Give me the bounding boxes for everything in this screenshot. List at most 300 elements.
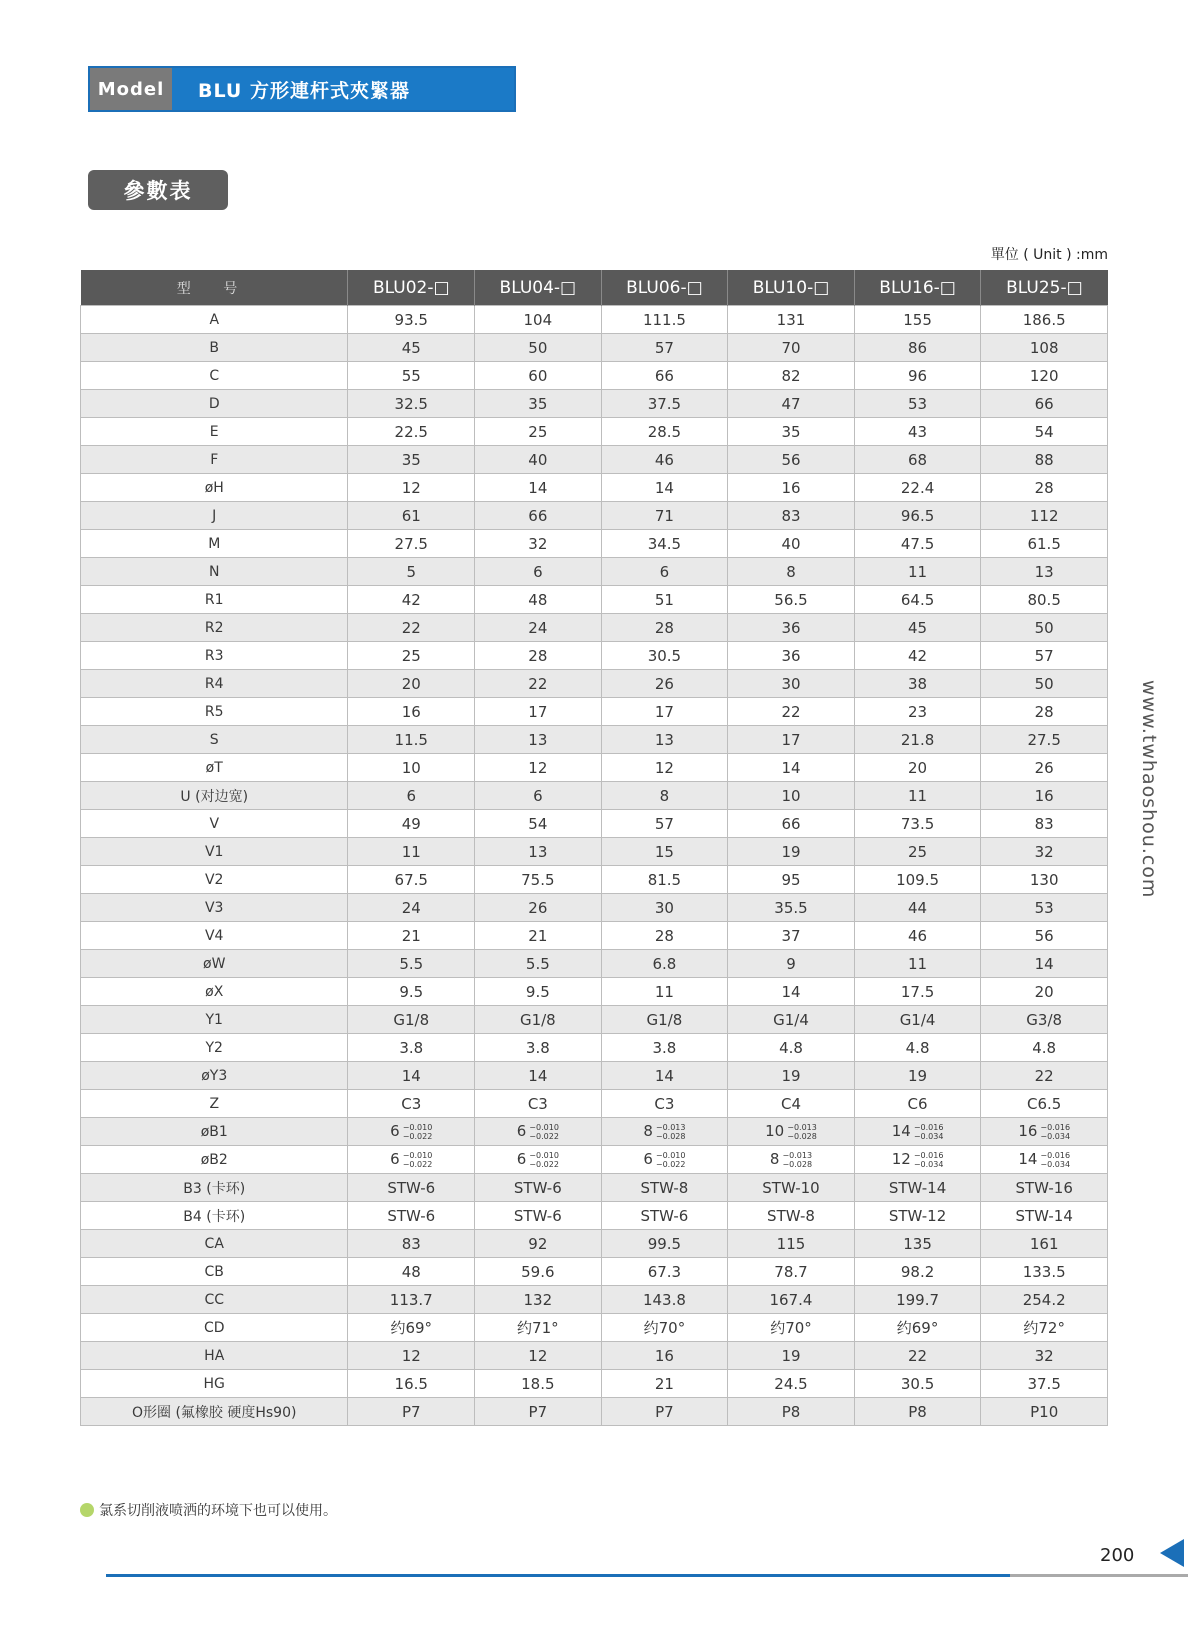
table-cell: 56 [981,922,1108,950]
table-cell: 11.5 [348,726,475,754]
table-cell [981,1146,1108,1174]
table-cell: 12 [475,754,602,782]
table-cell: 48 [475,586,602,614]
row-label: V [81,810,348,838]
table-cell: 约70° [728,1314,855,1342]
table-cell: 161 [981,1230,1108,1258]
table-cell: 14 [475,474,602,502]
table-cell: 9.5 [475,978,602,1006]
table-cell: 43 [854,418,981,446]
table-cell: 23 [854,698,981,726]
table-cell: 25 [348,642,475,670]
table-row [81,838,1108,866]
table-cell: 83 [348,1230,475,1258]
table-cell: 19 [854,1062,981,1090]
table-cell: 17 [475,698,602,726]
table-cell: 16 [728,474,855,502]
table-cell: 67.3 [601,1258,728,1286]
cell-value: 14 [891,1122,911,1141]
table-cell: P7 [475,1398,602,1426]
row-label: A [81,306,348,334]
row-label: B4 (卡环) [81,1202,348,1230]
table-cell: 115 [728,1230,855,1258]
tolerance-lower: −0.034 [1040,1131,1071,1141]
row-label: øY3 [81,1062,348,1090]
section-title: 參數表 [88,170,228,210]
table-cell: 53 [981,894,1108,922]
row-label: M [81,530,348,558]
table-cell: 54 [981,418,1108,446]
tolerance [403,1151,433,1169]
table-cell: 9.5 [348,978,475,1006]
table-cell: 15 [601,838,728,866]
table-cell: STW-14 [854,1174,981,1202]
cell-value: 8 [769,1150,780,1169]
table-cell: 68 [854,446,981,474]
table-cell: 73.5 [854,810,981,838]
table-cell: 3.8 [475,1034,602,1062]
tolerance-upper: −0.010 [529,1122,559,1132]
row-label: C [81,362,348,390]
cell-value: 6 [390,1150,400,1169]
table-cell: 12 [348,474,475,502]
table-cell: 6 [475,558,602,586]
table-row [81,1062,1108,1090]
table-cell: 81.5 [601,866,728,894]
table-cell: 30.5 [854,1370,981,1398]
table-cell: 57 [601,810,728,838]
row-label: CA [81,1230,348,1258]
table-row [81,978,1108,1006]
table-row [81,614,1108,642]
table-cell: 56.5 [728,586,855,614]
table-cell: 17 [601,698,728,726]
table-cell: C4 [728,1090,855,1118]
table-cell: 6 [348,782,475,810]
table-cell: 34.5 [601,530,728,558]
product-title: BLU 方形連杆式夾緊器 [172,68,514,110]
table-cell: 35 [348,446,475,474]
table-cell: 71 [601,502,728,530]
table-cell: 131 [728,306,855,334]
bullet-dot-icon [80,1503,94,1517]
table-cell: 约69° [854,1314,981,1342]
table-cell: 59.6 [475,1258,602,1286]
table-cell: G1/8 [348,1006,475,1034]
table-cell: 64.5 [854,586,981,614]
table-cell: 67.5 [348,866,475,894]
row-label: R5 [81,698,348,726]
table-row [81,1398,1108,1426]
table-cell: 24.5 [728,1370,855,1398]
table-cell: 27.5 [348,530,475,558]
tolerance-lower: −0.022 [402,1131,433,1141]
row-label: øB2 [81,1146,348,1174]
table-cell [981,1118,1108,1146]
table-cell: 132 [475,1286,602,1314]
row-label: øW [81,950,348,978]
cell-value: 10 [765,1122,785,1141]
table-cell: 12 [601,754,728,782]
table-row [81,1202,1108,1230]
page-number: 200 [1100,1545,1135,1566]
table-cell: 26 [601,670,728,698]
table-body [81,306,1108,1426]
table-row [81,950,1108,978]
table-cell: 56 [728,446,855,474]
table-cell: 108 [981,334,1108,362]
table-row [81,1146,1108,1174]
table-cell: 14 [601,474,728,502]
table-cell: STW-12 [854,1202,981,1230]
table-cell: G1/4 [728,1006,855,1034]
table-cell: 51 [601,586,728,614]
table-row [81,1034,1108,1062]
table-cell: 113.7 [348,1286,475,1314]
table-cell [854,1118,981,1146]
cell-value: 14 [1018,1150,1038,1169]
tolerance-upper: −0.010 [402,1122,433,1132]
table-cell: G1/4 [854,1006,981,1034]
table-cell [728,1118,855,1146]
table-cell: 32.5 [348,390,475,418]
table-cell: 17.5 [854,978,981,1006]
table-row [81,558,1108,586]
table-cell: P7 [348,1398,475,1426]
table-cell: STW-6 [601,1202,728,1230]
tolerance-upper: −0.013 [787,1122,817,1132]
table-cell: 6 [475,782,602,810]
tolerance-upper: −0.013 [782,1150,813,1160]
table-row [81,1286,1108,1314]
tolerance [656,1123,686,1141]
model-header-bar [88,66,516,112]
table-cell: 120 [981,362,1108,390]
table-cell: 40 [728,530,855,558]
table-cell: 47.5 [854,530,981,558]
table-cell: 133.5 [981,1258,1108,1286]
table-cell: 16.5 [348,1370,475,1398]
table-cell: 48 [348,1258,475,1286]
table-cell: 83 [728,502,855,530]
tolerance-lower: −0.022 [402,1159,433,1169]
table-cell: 109.5 [854,866,981,894]
table-cell: 14 [728,754,855,782]
tolerance [1040,1151,1070,1169]
tolerance-upper: −0.010 [529,1150,559,1160]
table-cell: 28 [981,474,1108,502]
table-cell: 75.5 [475,866,602,894]
table-cell: 199.7 [854,1286,981,1314]
table-cell: 26 [475,894,602,922]
column-header: BLU06-□ [601,270,728,306]
table-cell: 32 [475,530,602,558]
table-header-row [81,270,1108,306]
tolerance [656,1151,686,1169]
column-header: BLU25-□ [981,270,1108,306]
tolerance-upper: −0.010 [402,1150,433,1160]
table-cell [601,1146,728,1174]
table-cell: 143.8 [601,1286,728,1314]
table-cell: 30 [728,670,855,698]
table-row [81,362,1108,390]
cell-value: 6 [516,1150,527,1169]
table-row [81,474,1108,502]
table-cell: 约72° [981,1314,1108,1342]
table-cell: 99.5 [601,1230,728,1258]
table-cell: 17 [728,726,855,754]
table-cell: 35.5 [728,894,855,922]
table-row [81,530,1108,558]
table-row [81,922,1108,950]
row-label: S [81,726,348,754]
table-cell: C6.5 [981,1090,1108,1118]
table-cell: 22.5 [348,418,475,446]
table-cell: 19 [728,838,855,866]
table-row [81,334,1108,362]
table-cell: 36 [728,614,855,642]
table-cell: 19 [728,1062,855,1090]
table-cell: 57 [601,334,728,362]
table-cell: 98.2 [854,1258,981,1286]
table-cell: 28 [601,922,728,950]
table-cell: 9 [728,950,855,978]
table-cell: 57 [981,642,1108,670]
table-cell: 5.5 [348,950,475,978]
row-label: CD [81,1314,348,1342]
table-cell: 66 [981,390,1108,418]
table-row [81,502,1108,530]
column-header: BLU10-□ [728,270,855,306]
table-cell: 21 [475,922,602,950]
table-cell: C3 [348,1090,475,1118]
table-cell: 27.5 [981,726,1108,754]
table-cell: 96.5 [854,502,981,530]
tolerance [787,1123,817,1141]
table-cell: 3.8 [348,1034,475,1062]
row-label: D [81,390,348,418]
table-cell: 5 [348,558,475,586]
table-cell: 38 [854,670,981,698]
table-cell: 6 [601,558,728,586]
table-cell: 32 [981,1342,1108,1370]
tolerance-lower: −0.022 [655,1159,686,1169]
table-cell: 28 [601,614,728,642]
tolerance-lower: −0.028 [787,1131,817,1141]
row-label: F [81,446,348,474]
cell-value: 12 [891,1150,911,1169]
table-cell: 8 [728,558,855,586]
table-cell: 135 [854,1230,981,1258]
row-label: V3 [81,894,348,922]
table-cell: 约71° [475,1314,602,1342]
table-cell: 30 [601,894,728,922]
table-cell: 66 [601,362,728,390]
table-cell: 47 [728,390,855,418]
table-cell: 4.8 [854,1034,981,1062]
table-cell: STW-6 [475,1174,602,1202]
website-url: www.twhaoshou.com [1138,680,1160,899]
table-row [81,1174,1108,1202]
cell-value: 6 [516,1122,527,1141]
row-label: V2 [81,866,348,894]
row-label: øX [81,978,348,1006]
table-cell: 44 [854,894,981,922]
tolerance [782,1151,812,1169]
table-cell: 86 [854,334,981,362]
table-cell: 18.5 [475,1370,602,1398]
table-cell: 4.8 [728,1034,855,1062]
tolerance [529,1123,559,1141]
table-cell [601,1118,728,1146]
table-cell: 186.5 [981,306,1108,334]
tolerance-lower: −0.034 [913,1159,944,1169]
row-label: Z [81,1090,348,1118]
table-row [81,698,1108,726]
table-cell: 93.5 [348,306,475,334]
tolerance-upper: −0.013 [655,1122,686,1132]
table-cell: 61 [348,502,475,530]
table-cell: 60 [475,362,602,390]
table-row [81,1090,1108,1118]
unit-label: 單位 ( Unit ) :mm [990,247,1108,263]
table-cell: 约70° [601,1314,728,1342]
tolerance [914,1123,944,1141]
table-cell: 82 [728,362,855,390]
table-cell: 42 [854,642,981,670]
table-cell: 22 [854,1342,981,1370]
table-cell: 46 [854,922,981,950]
table-cell: 55 [348,362,475,390]
row-label: Y2 [81,1034,348,1062]
row-label: R1 [81,586,348,614]
table-cell: 22 [348,614,475,642]
table-row [81,1230,1108,1258]
table-cell: 21 [601,1370,728,1398]
table-row [81,1006,1108,1034]
table-cell [475,1146,602,1174]
table-cell: P10 [981,1398,1108,1426]
column-header: BLU02-□ [348,270,475,306]
table-cell: P8 [728,1398,855,1426]
table-cell: 13 [475,838,602,866]
table-cell: 13 [981,558,1108,586]
parameter-table [80,270,1108,1426]
table-row [81,1258,1108,1286]
table-cell: 254.2 [981,1286,1108,1314]
table-cell: 25 [475,418,602,446]
row-label: U (对边宽) [81,782,348,810]
table-cell: 11 [854,782,981,810]
table-cell: 24 [348,894,475,922]
row-label: V1 [81,838,348,866]
model-tag: Model [90,68,172,110]
tolerance [1040,1123,1070,1141]
table-cell: 32 [981,838,1108,866]
row-label: E [81,418,348,446]
row-label: Y1 [81,1006,348,1034]
table-cell: 13 [475,726,602,754]
table-cell: 24 [475,614,602,642]
table-cell: 19 [728,1342,855,1370]
table-cell: 16 [601,1342,728,1370]
footer-rule [106,1574,1188,1577]
tolerance-lower: −0.034 [913,1131,944,1141]
column-header: BLU04-□ [475,270,602,306]
table-cell: 14 [728,978,855,1006]
tolerance-lower: −0.028 [782,1159,813,1169]
table-cell: 53 [854,390,981,418]
table-cell: 22 [981,1062,1108,1090]
table-cell: 20 [981,978,1108,1006]
table-row [81,1342,1108,1370]
table-cell: 16 [348,698,475,726]
table-cell: 95 [728,866,855,894]
table-cell: 11 [854,558,981,586]
table-cell: 28 [475,642,602,670]
tolerance-lower: −0.028 [655,1131,686,1141]
row-label: øB1 [81,1118,348,1146]
table-cell: 14 [475,1062,602,1090]
table-cell: 20 [854,754,981,782]
row-label: øH [81,474,348,502]
table-cell: 45 [348,334,475,362]
table-cell: 70 [728,334,855,362]
row-label: V4 [81,922,348,950]
table-cell: 35 [728,418,855,446]
table-cell: 12 [475,1342,602,1370]
table-cell: 3.8 [601,1034,728,1062]
table-cell: STW-6 [475,1202,602,1230]
cell-value: 16 [1018,1122,1038,1141]
table-cell: 14 [348,1062,475,1090]
table-cell: C3 [601,1090,728,1118]
table-cell: 50 [981,670,1108,698]
table-cell: 11 [348,838,475,866]
table-row [81,306,1108,334]
table-cell: 104 [475,306,602,334]
table-cell: G1/8 [601,1006,728,1034]
table-cell: 20 [348,670,475,698]
table-cell: 28 [981,698,1108,726]
table-cell: 8 [601,782,728,810]
table-cell: 37.5 [981,1370,1108,1398]
table-cell: 49 [348,810,475,838]
table-row [81,1314,1108,1342]
table-cell: 96 [854,362,981,390]
table-cell: STW-6 [348,1174,475,1202]
table-cell: 14 [981,950,1108,978]
table-cell: 26 [981,754,1108,782]
table-row [81,670,1108,698]
row-label: O形圈 (氟橡胶 硬度Hs90) [81,1398,348,1426]
tolerance-upper: −0.010 [655,1150,686,1160]
table-cell: 11 [601,978,728,1006]
row-label: R4 [81,670,348,698]
table-cell [475,1118,602,1146]
row-label: HA [81,1342,348,1370]
table-cell: 54 [475,810,602,838]
table-cell: 66 [728,810,855,838]
table-cell: 78.7 [728,1258,855,1286]
table-cell: STW-8 [728,1202,855,1230]
table-cell: 46 [601,446,728,474]
table-cell: 4.8 [981,1034,1108,1062]
table-cell: C6 [854,1090,981,1118]
table-cell: 80.5 [981,586,1108,614]
page-arrow-icon [1160,1539,1184,1567]
table-row [81,390,1108,418]
